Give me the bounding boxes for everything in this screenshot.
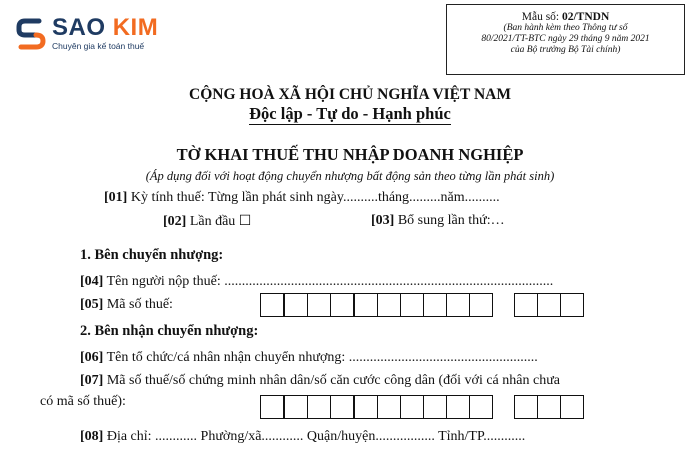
field-07-code: [07] bbox=[80, 373, 104, 388]
field-03-text: Bổ sung lần thứ:… bbox=[394, 213, 505, 228]
digit-box[interactable] bbox=[400, 395, 424, 419]
motto bbox=[0, 104, 700, 124]
digit-box[interactable] bbox=[330, 395, 354, 419]
field-05-code: [05] bbox=[80, 297, 104, 312]
field-01-tax-period bbox=[104, 190, 500, 206]
form-note-line2: 80/2021/TT-BTC ngày 29 tháng 9 năm 2021 bbox=[481, 34, 650, 44]
field-08-text: Địa chỉ: ............ Phường/xã............ Quận/huyện................. Tỉnh/TP............ bbox=[103, 429, 526, 444]
digit-box[interactable] bbox=[560, 395, 584, 419]
form-number-box bbox=[446, 4, 685, 75]
field-08-address bbox=[80, 429, 525, 445]
field-04-taxpayer-name bbox=[80, 274, 553, 290]
field-06-code: [06] bbox=[80, 350, 104, 365]
digit-box[interactable] bbox=[446, 293, 470, 317]
field-07-id-number bbox=[80, 373, 560, 389]
field-02-code: [02] bbox=[163, 214, 187, 229]
tax-code-boxes-branch-transferee[interactable] bbox=[514, 395, 584, 419]
brand-tagline: Chuyên gia kế toán thuế bbox=[52, 41, 145, 51]
field-04-text: Tên người nộp thuế: .............................................................................................. bbox=[103, 274, 554, 289]
digit-box[interactable] bbox=[514, 395, 538, 419]
field-02-first-time[interactable] bbox=[163, 213, 251, 230]
field-04-code: [04] bbox=[80, 274, 104, 289]
digit-box[interactable] bbox=[423, 293, 447, 317]
digit-box[interactable] bbox=[400, 293, 424, 317]
field-08-code: [08] bbox=[80, 429, 104, 444]
sao-kim-logo-icon bbox=[14, 16, 48, 50]
field-07-text: Mã số thuế/số chứng minh nhân dân/số căn cước công dân (đối với cá nhân chưa bbox=[103, 373, 561, 388]
form-number-label: Mẫu số: bbox=[521, 11, 562, 23]
brand-name-part1: SAO bbox=[52, 14, 106, 41]
form-note-line3: của Bộ trưởng Bộ Tài chính) bbox=[510, 45, 621, 55]
tax-code-boxes-transferee[interactable] bbox=[260, 395, 493, 419]
digit-box[interactable] bbox=[307, 293, 331, 317]
form-note-line1: (Ban hành kèm theo Thông tư số bbox=[503, 23, 628, 33]
digit-box[interactable] bbox=[423, 395, 447, 419]
digit-box[interactable] bbox=[353, 395, 378, 419]
field-06-transferee-name bbox=[80, 350, 538, 366]
field-02-text: Lần đầu ☐ bbox=[186, 214, 252, 229]
digit-box[interactable] bbox=[377, 395, 401, 419]
digit-box[interactable] bbox=[260, 293, 284, 317]
form-number bbox=[447, 11, 684, 23]
digit-box[interactable] bbox=[514, 293, 538, 317]
digit-box[interactable] bbox=[560, 293, 584, 317]
motto-text: Độc lập - Tự do - Hạnh phúc bbox=[249, 104, 451, 123]
field-06-text: Tên tổ chức/cá nhân nhận chuyển nhượng: ...................................................... bbox=[103, 350, 538, 365]
nation-heading: CỘNG HOÀ XÃ HỘI CHỦ NGHĨA VIỆT NAM bbox=[189, 86, 511, 103]
field-01-text: Kỳ tính thuế: Từng lần phát sinh ngày..........tháng.........năm.......... bbox=[127, 190, 500, 205]
digit-box[interactable] bbox=[330, 293, 354, 317]
digit-box[interactable] bbox=[469, 293, 493, 317]
document-subtitle: (Áp dụng đối với hoạt động chuyển nhượng bất động sản theo từng lần phát sinh) bbox=[145, 169, 555, 183]
digit-box[interactable] bbox=[537, 293, 561, 317]
digit-box[interactable] bbox=[353, 293, 378, 317]
digit-box[interactable] bbox=[307, 395, 331, 419]
digit-box[interactable] bbox=[469, 395, 493, 419]
field-01-code: [01] bbox=[104, 190, 128, 205]
digit-box[interactable] bbox=[283, 293, 308, 317]
field-05-text: Mã số thuế: bbox=[103, 297, 173, 312]
field-05-tax-code bbox=[80, 297, 173, 313]
brand-name-part2: KIM bbox=[112, 14, 159, 41]
section-transferee: 2. Bên nhận chuyển nhượng: bbox=[80, 323, 259, 339]
digit-box[interactable] bbox=[260, 395, 284, 419]
tax-code-boxes-branch-transferor[interactable] bbox=[514, 293, 584, 317]
section-transferor: 1. Bên chuyển nhượng: bbox=[80, 247, 224, 263]
digit-box[interactable] bbox=[283, 395, 308, 419]
document-title: TỜ KHAI THUẾ THU NHẬP DOANH NGHIỆP bbox=[176, 145, 524, 164]
form-number-code: 02/TNDN bbox=[561, 11, 610, 23]
brand-name bbox=[52, 14, 158, 42]
tax-code-boxes-transferor[interactable] bbox=[260, 293, 493, 317]
digit-box[interactable] bbox=[537, 395, 561, 419]
field-07-continuation: có mã số thuế): bbox=[40, 394, 126, 409]
digit-box[interactable] bbox=[377, 293, 401, 317]
field-03-supplement bbox=[371, 213, 505, 229]
field-03-code: [03] bbox=[371, 213, 395, 228]
digit-box[interactable] bbox=[446, 395, 470, 419]
